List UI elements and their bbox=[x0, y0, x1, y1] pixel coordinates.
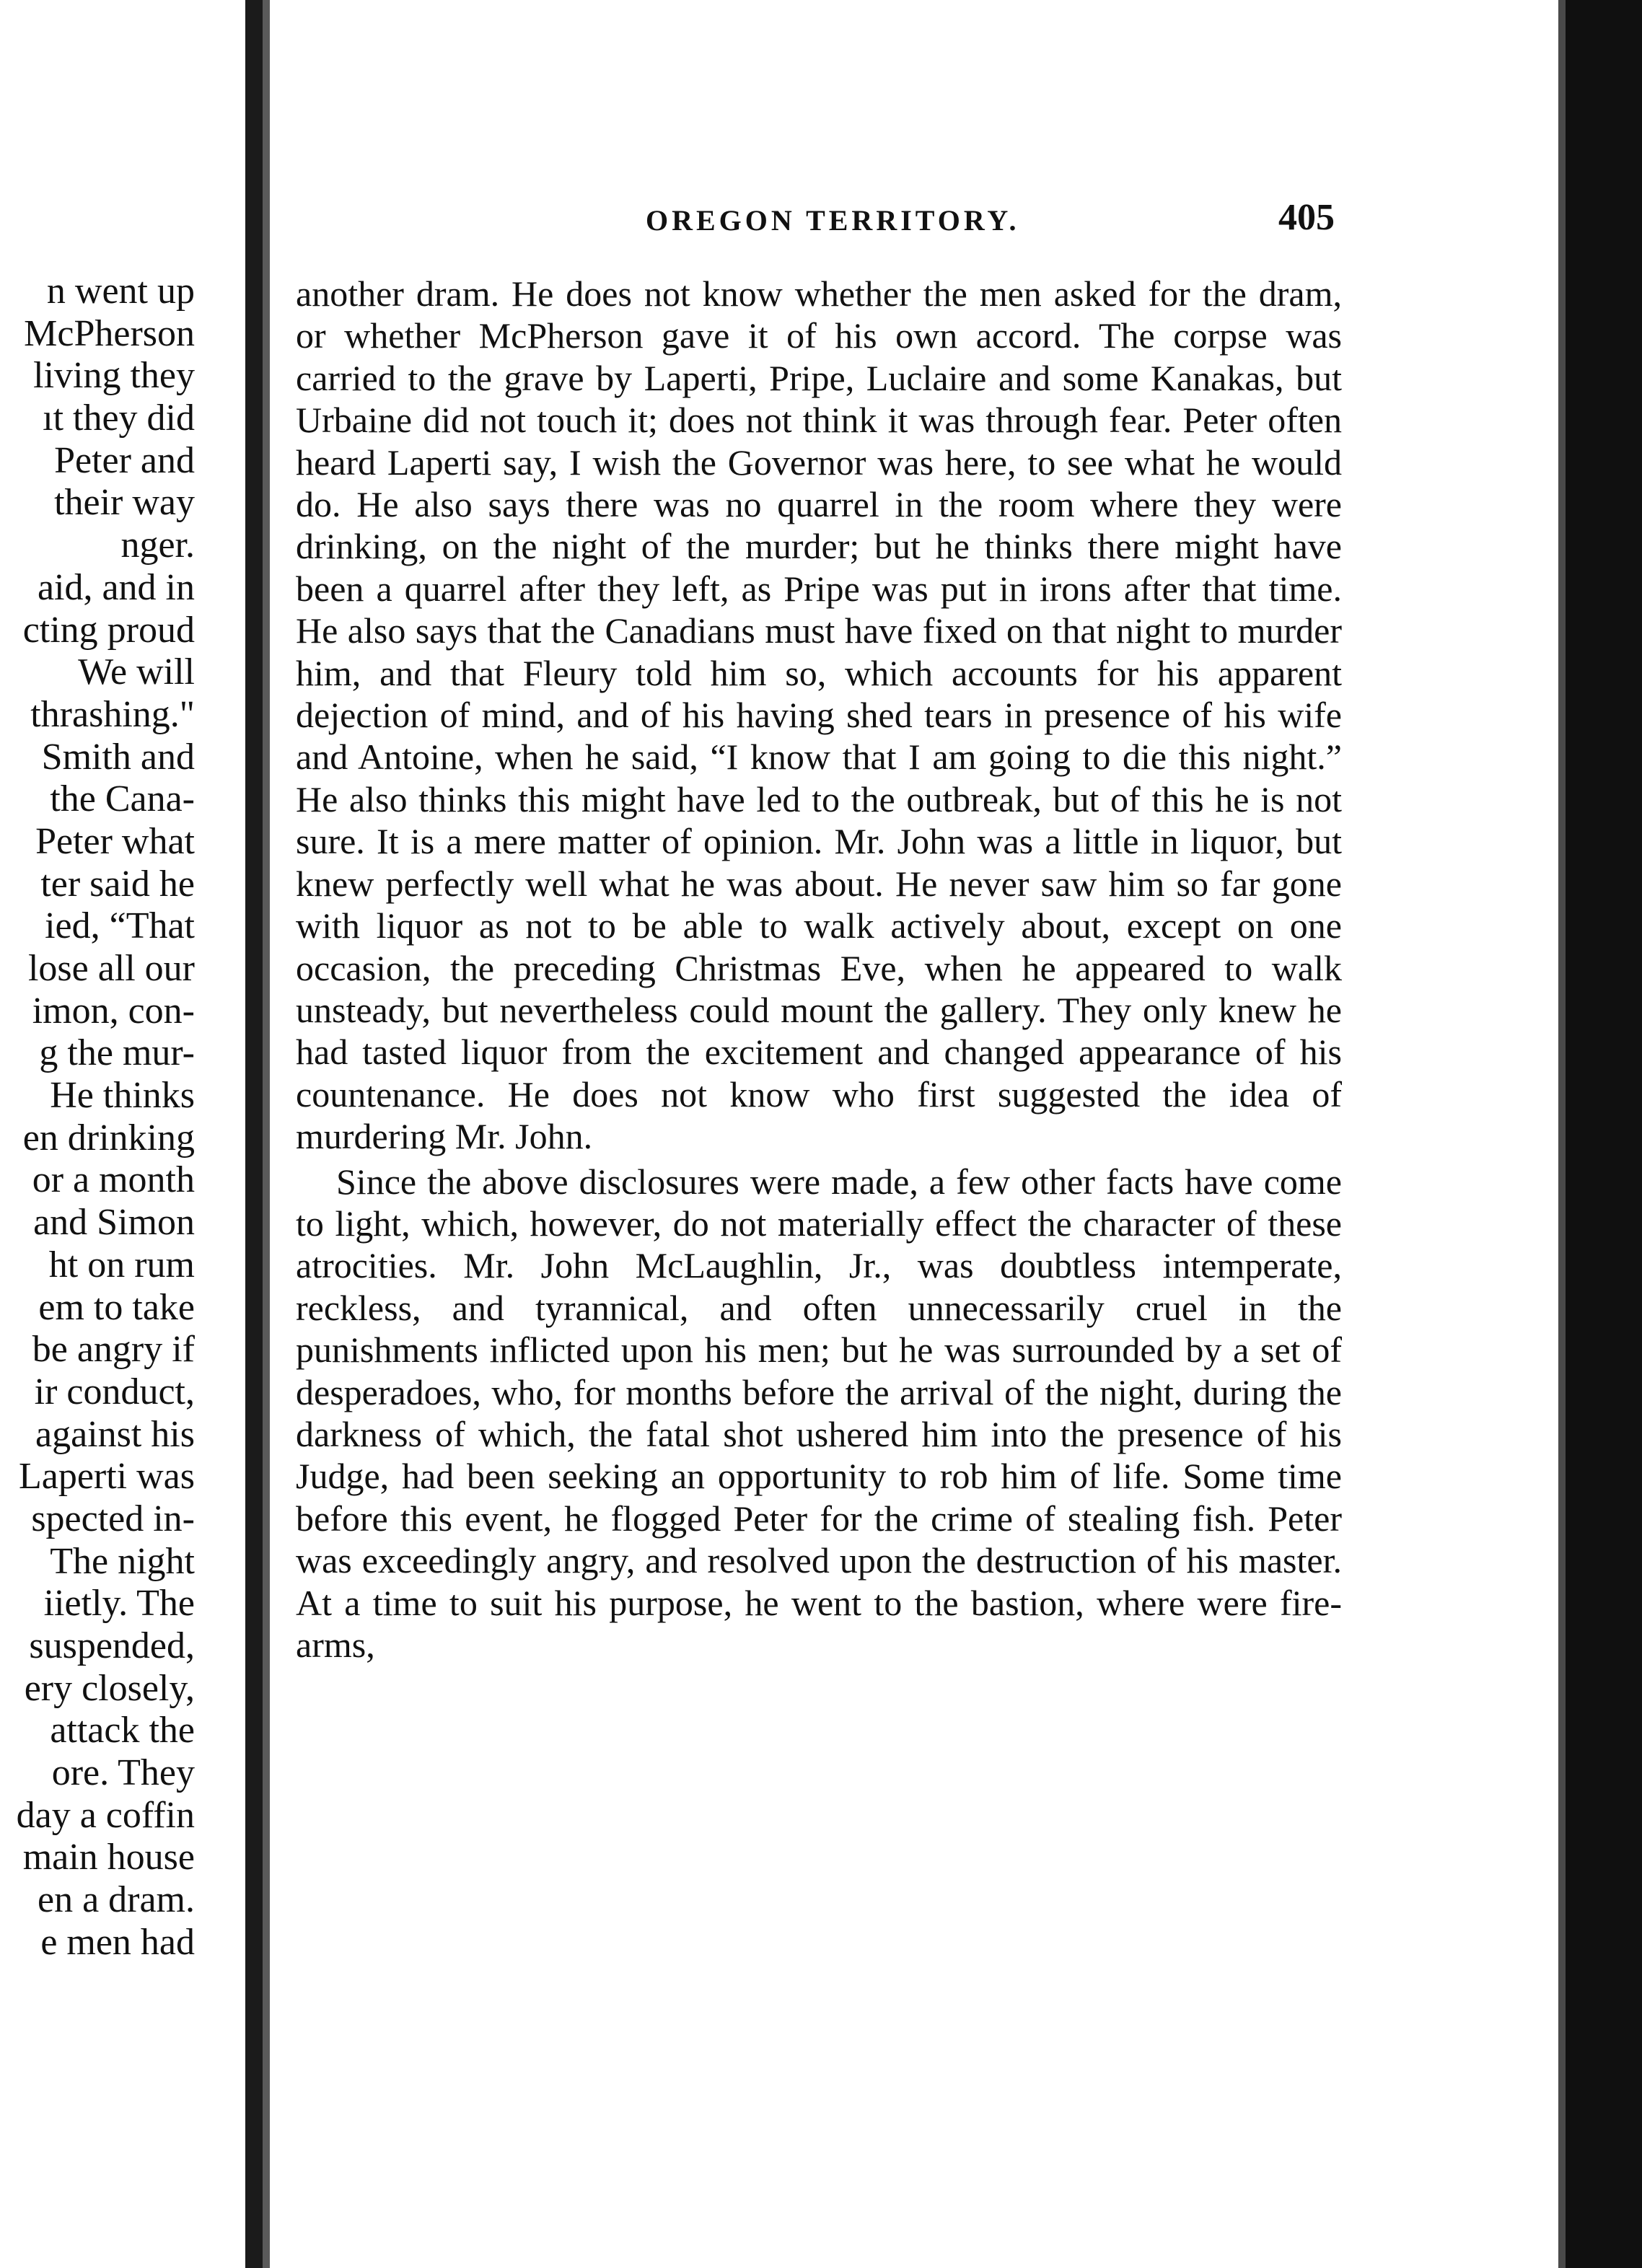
left-page-line: suspended, bbox=[29, 1625, 195, 1666]
left-page-line: We will bbox=[78, 651, 195, 693]
left-page-line: ht on rum bbox=[48, 1244, 195, 1285]
page-edge bbox=[1566, 0, 1642, 2268]
left-page-line: Smith and bbox=[41, 736, 195, 778]
left-page-line: day a coffin bbox=[16, 1794, 195, 1836]
gutter-shadow bbox=[263, 0, 270, 2268]
left-page-line: against his bbox=[35, 1413, 195, 1455]
left-page-line: imon, con- bbox=[32, 990, 195, 1032]
left-page-line: ery closely, bbox=[24, 1667, 195, 1709]
left-page-fragment bbox=[0, 0, 245, 2268]
body-text bbox=[296, 273, 1342, 1666]
left-page-line: Peter and bbox=[54, 439, 195, 481]
left-page-line: en drinking bbox=[22, 1117, 195, 1159]
left-page-line: ir conduct, bbox=[34, 1371, 195, 1412]
left-page-line: thrashing." bbox=[30, 693, 195, 735]
left-page-line: the Cana- bbox=[50, 778, 195, 820]
left-page-line: ıt they did bbox=[43, 397, 195, 439]
left-page-line: be angry if bbox=[32, 1329, 195, 1371]
running-head: OREGON TERRITORY. bbox=[646, 204, 1020, 237]
left-page-line: n went up bbox=[46, 271, 195, 312]
left-page-line: iietly. The bbox=[43, 1583, 195, 1625]
left-page-line: Laperti was bbox=[18, 1456, 195, 1498]
left-page-line: nger. bbox=[120, 524, 195, 566]
left-page-line: The night bbox=[50, 1540, 195, 1582]
left-page-line: attack the bbox=[50, 1710, 195, 1751]
page-number: 405 bbox=[1278, 197, 1335, 238]
left-page-line: ore. They bbox=[51, 1752, 195, 1794]
left-page-line: spected in- bbox=[31, 1498, 195, 1539]
left-page-line: or a month bbox=[32, 1159, 195, 1201]
left-page-line: their way bbox=[54, 482, 195, 524]
left-page-line: and Simon bbox=[33, 1202, 195, 1244]
left-page-line: aid, and in bbox=[37, 566, 195, 608]
book-gutter bbox=[245, 0, 263, 2268]
paragraph-1: another dram. He does not know whether the men asked for the dram, or whether McPherson gave it of his own accord. The corpse was carried to the grave by Laperti, Pripe, Luclaire and some Kanakas, but Urbaine did not touch it; does not think it was through fear. Peter often heard Laperti say, I wish the Governor was here, to see what he would do. He also says there was no quarrel in the room where they were drinking, on the night of the murder; but he thinks there might have been a quarrel after they left, as Pripe was put in irons after that time. He also says that the Canadians must have fixed on that night to murder him, and that Fleury told him so, which accounts for his apparent dejection of mind, and of his having shed tears in presence of his wife and Antoine, when he said, “I know that I am going to die this night.” He also thinks this might have led to the outbreak, but of this he is not sure. It is a mere matter of opinion. Mr. John was a little in liquor, but knew perfectly well what he was about. He never saw him so far gone with liquor as not to be able to walk actively about, except on one occasion, the preceding Christmas Eve, when he appeared to walk unsteady, but nevertheless could mount the gallery. They only knew he had tasted liquor from the excitement and changed appearance of his countenance. He does not know who first suggested the idea of murdering Mr. John. bbox=[296, 273, 1342, 1157]
left-page-line: ter said he bbox=[40, 863, 195, 905]
left-page-line: Peter what bbox=[35, 820, 195, 862]
left-page-line: cting proud bbox=[22, 609, 195, 651]
left-page-line: lose all our bbox=[27, 948, 195, 989]
left-page-line: e men had bbox=[40, 1921, 195, 1963]
left-page-line: McPherson bbox=[24, 312, 195, 354]
left-page-line: en a dram. bbox=[37, 1879, 195, 1921]
paragraph-2: Since the above disclosures were made, a few other facts have come to light, which, however, do not materially effect the character of these atrocities. Mr. John McLaughlin, Jr., was doubtless intemperate, reckless, and tyrannical, and often unnecessarily cruel in the punishments inflicted upon his men; but he was surrounded by a set of desperadoes, who, for months before the arrival of the night, during the darkness of which, the fatal shot ushered him into the presence of his Judge, had been seeking an opportunity to rob him of life. Some time before this event, he flogged Peter for the crime of stealing fish. Peter was exceedingly angry, and resolved upon the destruction of his master. At a time to suit his purpose, he went to the bastion, where were fire-arms, bbox=[296, 1161, 1342, 1665]
left-page-line: He thinks bbox=[50, 1075, 195, 1117]
left-page-line: em to take bbox=[38, 1286, 195, 1328]
left-page-line: g the mur- bbox=[39, 1032, 195, 1074]
left-page-lines bbox=[0, 271, 195, 1964]
left-page-line: main house bbox=[22, 1837, 195, 1878]
left-page-line: ied, “That bbox=[45, 905, 195, 947]
left-page-line: living they bbox=[33, 355, 195, 397]
